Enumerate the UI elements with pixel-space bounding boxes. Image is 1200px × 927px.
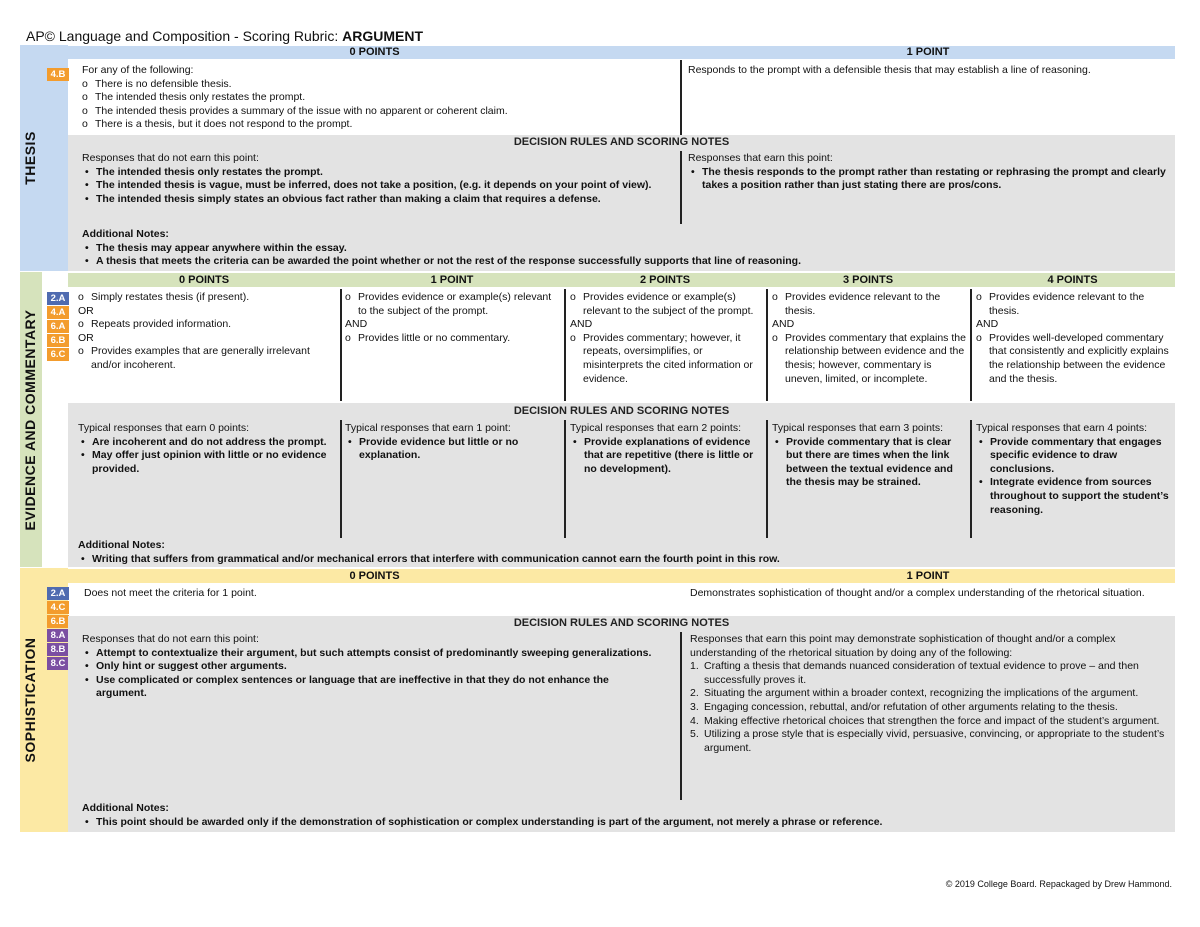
code-badge: 6.C — [47, 348, 69, 361]
evidence-typical-0: Typical responses that earn 0 points: • Are incoherent and do not address the prompt. • May offer just opinion with little or no evidence provided. — [78, 422, 333, 476]
sophistication-1-point-criteria: Demonstrates sophistication of thought and/or a complex understanding of the rhetorical situation. — [690, 587, 1145, 599]
header-4-points: 4 POINTS — [1047, 274, 1098, 286]
code-badge: 6.A — [47, 320, 69, 333]
header-1-point: 1 POINT — [681, 46, 1175, 59]
evidence-section — [20, 272, 1175, 567]
thesis-additional-notes: Additional Notes: • The thesis may appear anywhere within the essay. • A thesis that meets the criteria can be awarded the point whether or not the rest of the response successfully supports that line of reasoning. — [82, 228, 1162, 269]
decision-rules-heading: DECISION RULES AND SCORING NOTES — [513, 136, 730, 148]
evidence-4-points-criteria: o Provides evidence relevant to the thesis. AND o Provides well-developed commentary that consistently and explicitly explains the relationship between the evidence and the thesis. — [976, 291, 1172, 386]
code-badge: 2.A — [47, 587, 69, 600]
sophistication-0-points-criteria: Does not meet the criteria for 1 point. — [84, 587, 257, 599]
sophistication-notes-not-earn: Responses that do not earn this point: • Attempt to contextualize their argument, but such attempts consist of predominantly sweeping generalizations. • Only hint or suggest other arguments. • Use complicated or complex sentences or language that are ineffective in that they do not enhance the argument. — [82, 633, 652, 701]
sophistication-notes-earn: Responses that earn this point may demonstrate sophistication of thought and/or a complex understanding of the rhetorical situation by doing any of the following: Crafting a thesis that demands nuanced consideration of textual evidence to prove – and then successfully proves it. Situating the argument within a broader context, recognizing the implications of the argument. Engaging concession, rebuttal, and/or refutation of other arguments relating to the thesis. Making effective rhetorical choices that strengthen the force and impact of the student’s argument. Utilizing a prose style that is especially vivid, persuasive, convincing, or appropriate to the student’s argument. — [690, 633, 1165, 754]
code-badge: 4.C — [47, 601, 69, 614]
evidence-1-point-criteria: o Provides evidence or example(s) relevant to the subject of the prompt. AND o Provides little or no commentary. — [345, 291, 560, 345]
sophistication-side-label: SOPHISTICATION — [20, 568, 42, 832]
decision-rules-heading: DECISION RULES AND SCORING NOTES — [513, 617, 730, 629]
evidence-typical-1: Typical responses that earn 1 point: • Provide evidence but little or no explanation. — [345, 422, 560, 463]
code-badge: 8.A — [47, 629, 69, 642]
header-0-points: 0 POINTS — [349, 570, 400, 582]
evidence-typical-3: Typical responses that earn 3 points: • Provide commentary that is clear but there are times when the link between the textual evidence and the thesis may be strained. — [772, 422, 966, 490]
copyright-footer: © 2019 College Board. Repackaged by Drew Hammond. — [945, 879, 1172, 889]
code-badge: 8.B — [47, 643, 69, 656]
header-1-point: 1 POINT — [906, 570, 950, 582]
header-1-point: 1 POINT — [430, 274, 474, 286]
code-badge: 4.B — [47, 68, 69, 81]
evidence-2-points-criteria: o Provides evidence or example(s) relevant to the subject of the prompt. AND o Provides commentary; however, it repeats, oversimplifies, or misinterprets the cited information or evidence. — [570, 291, 764, 386]
thesis-side-label: THESIS — [20, 45, 42, 271]
evidence-additional-notes: Additional Notes: • Writing that suffers from grammatical and/or mechanical errors that interfere with communication cannot earn the fourth point in this row. — [78, 539, 1168, 566]
evidence-typical-4: Typical responses that earn 4 points: • Provide commentary that engages specific evidence to draw conclusions. • Integrate evidence from sources throughout to support the student’s reasoning. — [976, 422, 1172, 517]
thesis-section — [20, 45, 1175, 271]
evidence-0-points-criteria: o Simply restates thesis (if present). OR o Repeats provided information. OR o Provides examples that are generally irrelevant and/or incoherent. — [78, 291, 333, 373]
header-2-points: 2 POINTS — [639, 274, 691, 286]
thesis-1-point-criteria: Responds to the prompt with a defensible thesis that may establish a line of reasoning. — [688, 64, 1091, 76]
thesis-notes-not-earn: Responses that do not earn this point: • The intended thesis only restates the prompt. • The intended thesis is vague, must be inferred, does not take a position, (e.g. it depends on your point of view). • The intended thesis simply states an obvious fact rather than making a claim that requires a defense. — [82, 152, 670, 206]
thesis-0-points-criteria: For any of the following: o There is no defensible thesis. o The intended thesis only restates the prompt. o The intended thesis provides a summary of the issue with no apparent or coherent claim. o There is a thesis, but it does not respond to the prompt. — [82, 64, 677, 132]
code-badge: 6.B — [47, 334, 69, 347]
evidence-side-label: EVIDENCE AND COMMENTARY — [20, 272, 42, 567]
evidence-typical-2: Typical responses that earn 2 points: • Provide explanations of evidence that are repetitive (there is little or no development). — [570, 422, 760, 476]
sophistication-section — [20, 568, 1175, 832]
header-0-points: 0 POINTS — [178, 274, 230, 286]
code-badge: 4.A — [47, 306, 69, 319]
page-title: AP© Language and Composition - Scoring Rubric: ARGUMENT — [26, 28, 424, 44]
code-badge: 2.A — [47, 292, 69, 305]
sophistication-additional-notes: Additional Notes: • This point should be awarded only if the demonstration of sophistication or complex understanding is part of the argument, not merely a phrase or reference. — [82, 802, 1172, 829]
decision-rules-heading: DECISION RULES AND SCORING NOTES — [513, 405, 730, 417]
header-3-points: 3 POINTS — [842, 274, 894, 286]
header-0-points: 0 POINTS — [68, 46, 681, 59]
code-badge: 8.C — [47, 657, 69, 670]
code-badge: 6.B — [47, 615, 69, 628]
thesis-notes-earn: Responses that earn this point: • The thesis responds to the prompt rather than restating or rephrasing the prompt and clearly takes a position rather than just stating there are pros/cons. — [688, 152, 1168, 193]
evidence-3-points-criteria: o Provides evidence relevant to the thesis. AND o Provides commentary that explains the relationship between evidence and the thesis; however, commentary is uneven, limited, or incomplete. — [772, 291, 966, 386]
